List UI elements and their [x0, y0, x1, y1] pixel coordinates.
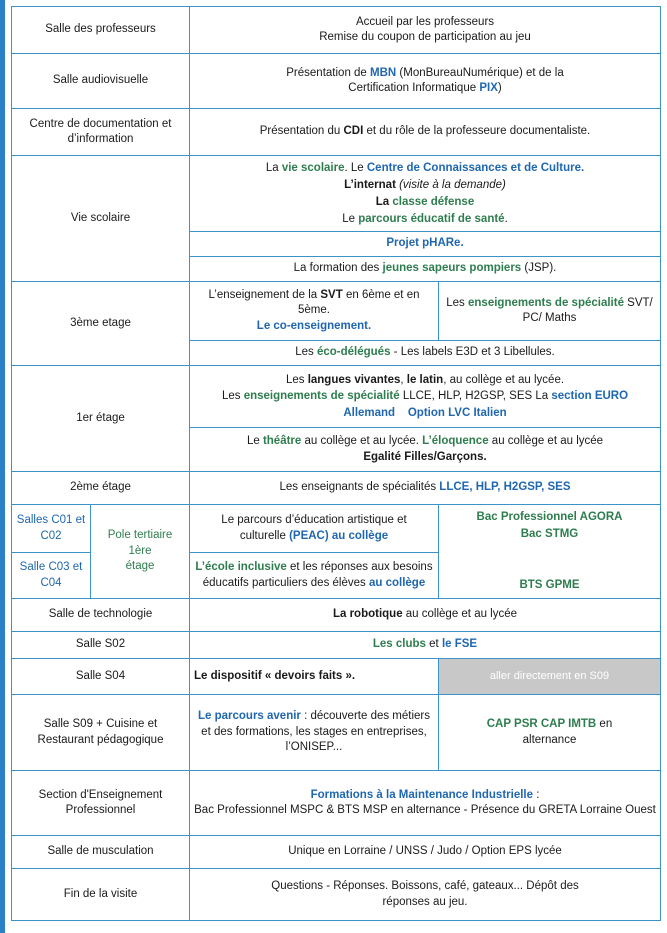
table-row	[12, 366, 661, 428]
table-row	[12, 472, 661, 505]
activity-cell: Les enseignants de spécialités LLCE, HLP, H2GSP, SES	[190, 472, 661, 505]
activity-cell: Questions - Réponses. Boissons, café, gateaux... Dépôt des réponses au jeu.	[190, 869, 661, 921]
table-row	[12, 54, 661, 109]
activity-cell: Le dispositif « devoirs faits ».	[190, 659, 439, 695]
room-cell: Salle de musculation	[12, 836, 190, 869]
activity-cell: Formations à la Maintenance Industrielle : Bac Professionnel MSPC & BTS MSP en alternance - Présence du GRETA Lorraine Ouest	[190, 771, 661, 836]
table-row	[12, 632, 661, 659]
table-row	[12, 836, 661, 869]
table-row	[12, 869, 661, 921]
activity-cell: Présentation de MBN (MonBureauNumérique) et de la Certification Informatique PIX)	[190, 54, 661, 109]
activity-cell: L’école inclusive et les réponses aux besoins éducatifs particuliers des élèves au collège	[190, 553, 439, 599]
room-cell: Salle C03 et C04	[12, 553, 91, 599]
table-row	[12, 771, 661, 836]
activity-cell: Le théâtre au collège et au lycée. L’éloquence au collège et au lycée Egalité Filles/Garçons.	[190, 428, 661, 472]
room-cell: 3ème etage	[12, 282, 190, 366]
room-cell: Salle des professeurs	[12, 7, 190, 54]
activity-cell: Les enseignements de spécialité SVT/ PC/ Maths	[439, 282, 661, 341]
room-cell: Fin de la visite	[12, 869, 190, 921]
activity-cell: Les clubs et le FSE	[190, 632, 661, 659]
redirect-cell: aller directement en S09	[439, 659, 661, 695]
activity-cell: Projet pHARe.	[190, 232, 661, 257]
room-cell: Section d'Enseignement Professionnel	[12, 771, 190, 836]
table-row	[12, 505, 661, 553]
room-cell: Salle S02	[12, 632, 190, 659]
room-cell: Salles C01 et C02	[12, 505, 91, 553]
room-cell: Salle de technologie	[12, 599, 190, 632]
activity-cell: Accueil par les professeurs Remise du coupon de participation au jeu	[190, 7, 661, 54]
room-cell: Centre de documentation et d’information	[12, 109, 190, 156]
diploma-cell: CAP PSR CAP IMTB en alternance	[439, 695, 661, 771]
activity-cell: Présentation du CDI et du rôle de la professeure documentaliste.	[190, 109, 661, 156]
room-cell: Salle audiovisuelle	[12, 54, 190, 109]
room-cell: Salle S09 + Cuisine et Restaurant pédagogique	[12, 695, 190, 771]
room-cell: Vie scolaire	[12, 156, 190, 282]
left-blue-edge	[0, 0, 5, 933]
room-cell: Salle S04	[12, 659, 190, 695]
table-row	[12, 282, 661, 341]
activity-cell: Le parcours avenir : découverte des métiers et des formations, les stages en entreprises, l’ONISEP...	[190, 695, 439, 771]
activity-cell: La vie scolaire. Le Centre de Connaissances et de Culture. L’internat (visite à la demande) La classe défense Le parcours éducatif de santé.	[190, 156, 661, 232]
table-row	[12, 109, 661, 156]
table-row	[12, 156, 661, 232]
table-row	[12, 659, 661, 695]
pole-cell: Pole tertiaire 1ère étage	[91, 505, 190, 599]
visit-schedule-table	[11, 6, 661, 921]
room-cell: 1er étage	[12, 366, 190, 472]
activity-cell: Les éco-délégués - Les labels E3D et 3 Libellules.	[190, 341, 661, 366]
activity-cell: La robotique au collège et au lycée	[190, 599, 661, 632]
table-row	[12, 599, 661, 632]
room-cell: 2ème étage	[12, 472, 190, 505]
diploma-cell: Bac Professionnel AGORA Bac STMG BTS GPME	[439, 505, 661, 599]
activity-cell: Les langues vivantes, le latin, au collège et au lycée. Les enseignements de spécialité LLCE, HLP, H2GSP, SES La section EURO Allemand Option LVC Italien	[190, 366, 661, 428]
activity-cell: L’enseignement de la SVT en 6ème et en 5ème. Le co-enseignement.	[190, 282, 439, 341]
table-row	[12, 695, 661, 771]
activity-cell: Unique en Lorraine / UNSS / Judo / Option EPS lycée	[190, 836, 661, 869]
activity-cell: La formation des jeunes sapeurs pompiers (JSP).	[190, 257, 661, 282]
table-row	[12, 7, 661, 54]
activity-cell: Le parcours d’éducation artistique et culturelle (PEAC) au collège	[190, 505, 439, 553]
